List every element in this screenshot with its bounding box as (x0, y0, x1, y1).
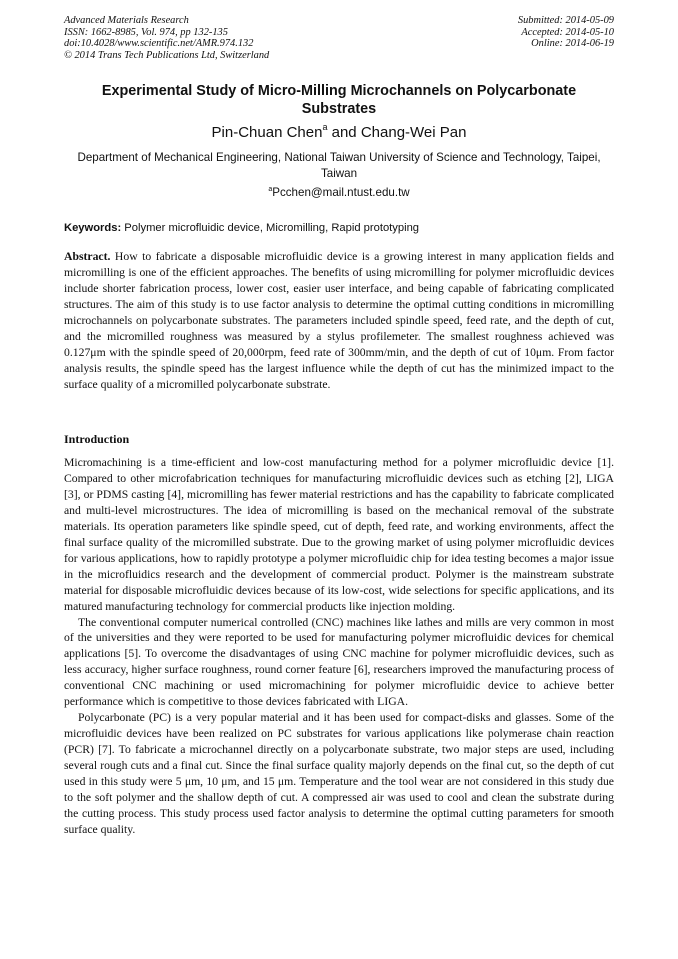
abstract-label: Abstract. (64, 250, 111, 263)
abstract (64, 249, 614, 393)
author-first-mark: a (322, 122, 328, 132)
introduction-heading: Introduction (64, 432, 130, 446)
affiliation: Department of Mechanical Engineering, National Taiwan University of Science and Technology, Taipei, Taiwan (77, 151, 601, 180)
paper-title: Experimental Study of Micro-Milling Microchannels on Polycarbonate Substrates (101, 83, 577, 117)
accepted-date: Accepted: 2014-05-10 (521, 26, 614, 38)
intro-paragraph-3: Polycarbonate (PC) is a very popular material and it has been used for compact-disks and glasses. Some of the microfluidic devices have been realized on PC substrates for various applications like polymerase chain reaction (PCR) [7]. To fabricate a microchannel directly on a polycarbonate substrate, two major steps are used, including several rough cuts and a final cut. Since the final surface quality majorly depends on the final cut, so the depth of cut used in this study were 5 μm, 10 μm, and 15 μm. Temperature and the tool wear are not considered in this study due to the soft polymer and the shallow depth of cut. A compressed air was used to cool and clean the substrate during the cutting process. This study process used factor analysis to determine the optimal cutting parameters for smooth surface quality. (64, 711, 614, 836)
publication-dates (518, 15, 614, 50)
keywords-label: Keywords: (64, 222, 122, 234)
email-mark: a (268, 186, 273, 193)
submitted-date: Submitted: 2014-05-09 (517, 15, 614, 26)
author-second: Chang-Wei Pan (360, 124, 467, 141)
issn-line: ISSN: 1662-8985, Vol. 974, pp 132-135 (64, 26, 228, 38)
author-list (64, 124, 614, 142)
journal-name: Advanced Materials Research (64, 15, 189, 26)
online-date: Online: 2014-06-19 (531, 38, 614, 50)
doi-line: doi:10.4028/www.scientific.net/AMR.974.132 (64, 38, 254, 50)
author-email (64, 186, 614, 200)
author-connector: and (327, 124, 361, 141)
email-address: Pcchen@mail.ntust.edu.tw (272, 186, 410, 199)
keywords-text: Polymer microfluidic device, Micromilling, Rapid prototyping (121, 222, 420, 234)
intro-paragraph-1: Micromachining is a time-efficient and low-cost manufacturing method for a polymer microfluidic device [1]. Compared to other microfabrication techniques for manufacturing microfluidic devices such as etching [2], LIGA [3], or PDMS casting [4], micromilling has fewer material restrictions and has the capability to fabricate complicated and multi-level microstructures. The idea of micromilling is based on the mechanical removal of the substrate materials. Its operation parameters like spindle speed, cut of depth, feed rate, and working environments, affect the final surface quality of the micromilled substrate. Due to the growing market of using polymer microfluidic devices for various applications, how to rapidly prototype a polymer microfluidic chip for idea testing becomes a major issue in the microfluidics research and the development of commercial product. Polymer is the mainstream substrate material for disposable microfluidic devices because of its low-cost, wide selections for specific applications, and its matured manufacturing technology for commercial products like injection molding. (64, 456, 614, 613)
abstract-text: How to fabricate a disposable microfluidic device is a growing interest in many application fields and micromilling is one of the efficient approaches. The benefits of using micromilling for polymer microfluidic devices include shorter fabrication process, lower cost, easier user interface, and being capable of fabricating complicated structures. The aim of this study is to use factor analysis to determine the optimal cutting conditions in micromilling microchannels on polycarbonate substrates. The parameters included spindle speed, feed rate, and the depth of cut, and the micromilled roughness was measured by a stylus profilemeter. The smallest roughness achieved was 0.127μm with the spindle speed of 20,000rpm, feed rate of 300mm/min, and the depth of cut of 10μm. From factor analysis results, the spindle speed has the largest influence while the depth of cut has the minimized impact to the surface quality of a micromilled polycarbonate substrate. (64, 250, 614, 391)
journal-info (64, 15, 269, 61)
copyright-line: © 2014 Trans Tech Publications Ltd, Switzerland (64, 49, 270, 61)
author-first: Pin-Chuan Chen (211, 124, 323, 141)
introduction-body (64, 455, 614, 838)
keywords (64, 221, 614, 235)
intro-paragraph-2: The conventional computer numerical controlled (CNC) machines like lathes and mills are very common in most of the universities and they were reported to be used for manufacturing polymer microfluidic devices for chemical applications [5]. To overcome the disadvantages of using CNC machine for polymer microfluidic devices, such as less accuracy, higher surface roughness, round corner feature [6], researchers improved the manufacturing process of conventional CNC machining or used micromachining for polymer microfluidic device to achieve better performance which is competitive to those devices fabricated with LIGA. (64, 615, 614, 709)
